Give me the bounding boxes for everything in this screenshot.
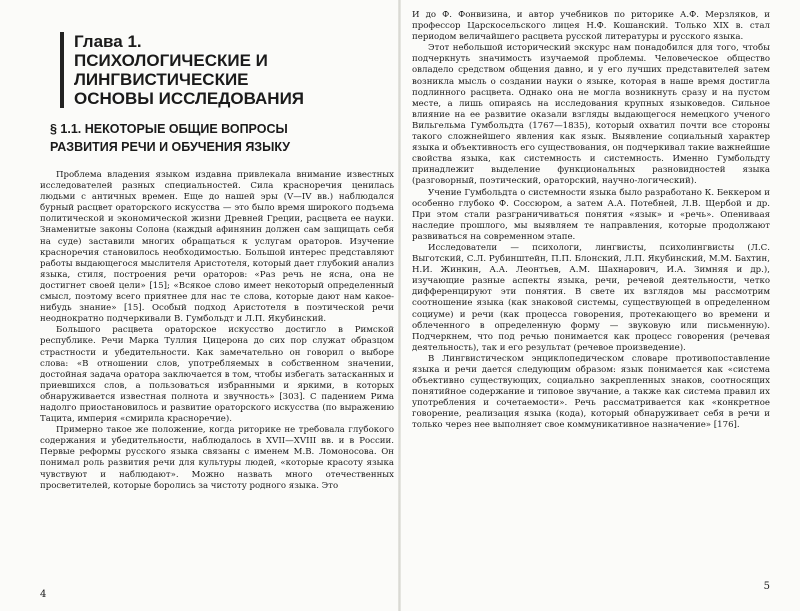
- book-gutter: [398, 0, 401, 611]
- section-title: § 1.1. НЕКОТОРЫЕ ОБЩИЕ ВОПРОСЫ РАЗВИТИЯ РЕЧИ И ОБУЧЕНИЯ ЯЗЫКУ: [50, 122, 291, 154]
- chapter-heading: [60, 32, 394, 108]
- chapter-number: Глава 1.: [74, 32, 142, 51]
- paragraph: И до Ф. Фонвизина, и автор учебников по риторике А.Ф. Мерзляков, и профессор Царскосельского лицея Н.Ф. Кошанский. Только XIX в. стал периодом величайшего расцвета русской литературы и русского языка.: [412, 10, 770, 43]
- right-page: [412, 10, 770, 598]
- chapter-title: ПСИХОЛОГИЧЕСКИЕ И ЛИНГВИСТИЧЕСКИЕ ОСНОВЫ ИССЛЕДОВАНИЯ: [74, 51, 305, 108]
- paragraph: Примерно такое же положение, когда риторике не требовала глубокого содержания и убедительности, наблюдалось в XVII—XVIII вв. и в России. Первые реформы русского языка связаны с именем М.В. Ломоносова. Он понимал роль развития речи для культуры людей, «которые красоту языка чувствуют и наблюдают». Можно назвать много отечественных просветителей, которые боролись за чистоту родного языка. Это: [40, 425, 394, 491]
- paragraph: Большого расцвета ораторское искусство достигло в Римской республике. Речи Марка Туллия Цицерона до сих пор служат образцом страстности и убедительности. Как замечательно он говорил о выборе слова: «В отношении слов, употребляемых в собственном значении, достойная задача оратора заключается в том, чтобы избегать затасканных и приевшихся слов, а пользоваться избранными и яркими, в которых обнаруживается известная полнота и звучность» [303]. С падением Рима надолго приостановилось и развитие ораторского искусства (по выражению Тацита, империя «смирила красноречие).: [40, 325, 394, 425]
- paragraph: Этот небольшой исторический экскурс нам понадобился для того, чтобы подчеркнуть значимость изучаемой проблемы. Человеческое общество овладело средством общения давно, и у его лучших представителей затем возникла мысль о создании науки о языке, которая в наше время достигла подлинного расцвета. Однако она не могла возникнуть сразу и на пустом месте, а лишь опираясь на исследования крупных языковедов. Сильное влияние на ее развитие оказали взгляды выдающегося немецкого ученого Вильгельма Гумбольдта (1767—1835), который охватил почти все стороны такого сложнейшего явления как язык. Выявление социальный характер языка и объективность его существования, он подчеркивал такие важнейшие свойства языка, как системность и системность. Именно Гумбольдту принадлежит выделение функциональных разновидностей языка (разговорный, поэтический, ораторский, научно-логический).: [412, 43, 770, 187]
- right-page-text: [412, 10, 770, 432]
- paragraph: Проблема владения языком издавна привлекала внимание известных исследователей разных специальностей. Сила красноречия ценилась людьми с античных времен. Еще до нашей эры (V—IV вв.) наблюдался бурный расцвет ораторского искусства — это было время широкого подъема политической и экономической жизни Древней Греции, расцвета ее науки. Знаменитые законы Солона (каждый афинянин должен сам защищать себя на суде) заставили многих обращаться к услугам ораторов. Изучение красноречия становилось необходимостью. Большой интерес представляют работы выдающегося мыслителя Аристотеля, который дает глубокий анализ языка, стиля, построения речи ораторов: «Раз речь не ясна, она не достигнет своей цели» [15]; «Всякое слово имеет некоторый определенный смысл, поэтому всего приятнее для нас те слова, которые дают нам какое-нибудь знание» [15]. Особый подход Аристотеля в поэтической речи неоднократно подчеркивали В. Гумбольдт и Л.П. Якубинский.: [40, 170, 394, 325]
- paragraph: В Лингвистическом энциклопедическом словаре противопоставление языка и речи дается следующим образом: язык понимается как «система объективно существующих, социально закрепленных знаков, соотносящих понятийное содержание и типовое звучание, а также как система правил их употребления и сочетаемости». Речь рассматривается как «конкретное говорение, реализация языка (кода), который обнаруживает себя в речи и только через нее выполняет свое коммуникативное назначение» [176].: [412, 353, 770, 431]
- page-number-left: 4: [40, 589, 47, 600]
- left-page-text: [40, 170, 394, 492]
- paragraph: Учение Гумбольдта о системности языка было разработано К. Беккером и особенно глубоко Ф. Соссюром, а затем А.А. Потебней, Л.В. Щербой и др. При этом стали разграничиваться понятия «язык» и «речь». Опениваая наследие прошлого, мы выявляем те направления, которые продолжают развиваться на современном этапе.: [412, 187, 770, 242]
- left-page: [40, 18, 394, 606]
- page-number-right: 5: [763, 581, 770, 592]
- paragraph: Исследователи — психологи, лингвисты, психолингвисты (Л.С. Выготский, С.Л. Рубинштейн, П.П. Блонский, Л.П. Якубинский, М.М. Бахтин, Н.И. Жинкин, А.А. Леонтьев, А.М. Шахнарович, И.А. Зимняя и др.), изучающие разные аспекты языка, речи, речевой деятельности, четко дифференцируют эти понятия. В свете их взглядов мы рассмотрим соотношение языка (как знаковой системы, существующей в определенном социуме) и речи (как процесса говорения, протекающего во времени и облеченного в определенную форму — звуковую или письменную). Подчеркнем, что под речью понимается как процесс говорения (речевая деятельность), так и его результат (речевое произведение).: [412, 242, 770, 353]
